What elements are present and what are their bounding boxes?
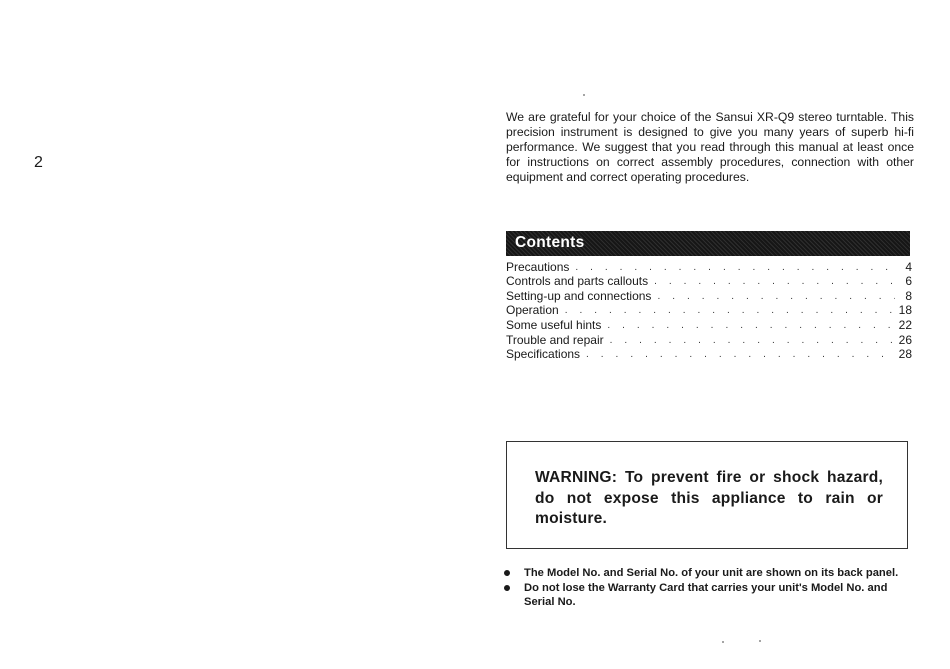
toc-entry [506, 332, 912, 347]
toc-entry-page: 22 [898, 317, 912, 332]
note-item [502, 581, 912, 610]
toc-entry-label: Controls and parts callouts [506, 274, 649, 289]
toc-entry [506, 259, 912, 274]
toc-entry [506, 274, 912, 289]
notes-list [502, 566, 912, 610]
toc-entry [506, 317, 912, 332]
toc-dot-leader [654, 276, 895, 288]
scan-speck [759, 640, 761, 642]
intro-paragraph: We are grateful for your choice of the Sansui XR-Q9 stereo turntable. This precision instrument is designed to give you many years of superb hi-fi performance. We suggest that you read through this manual at least once for instructions on correct assembly procedures, connection with other equipment and correct operating procedures. [506, 110, 914, 184]
toc-entry-label: Trouble and repair [506, 332, 604, 347]
toc-dot-leader [575, 262, 895, 274]
warning-box [506, 441, 908, 549]
scan-speck [722, 641, 724, 643]
toc-dot-leader [565, 305, 895, 317]
toc-entry-label: Precautions [506, 259, 570, 274]
toc-entry-page: 26 [898, 332, 912, 347]
note-text: Do not lose the Warranty Card that carries your unit's Model No. and Serial No. [524, 581, 888, 608]
warning-text: WARNING: To prevent fire or shock hazard, do not expose this appliance to rain or moisture. [535, 469, 883, 527]
toc-entry [506, 303, 912, 318]
toc-entry-label: Specifications [506, 347, 581, 362]
toc-entry-page: 6 [905, 274, 912, 289]
toc-dot-leader [610, 335, 895, 347]
toc-entry-label: Operation [506, 303, 559, 318]
toc-dot-leader [586, 349, 895, 361]
toc-entry-label: Some useful hints [506, 317, 602, 332]
note-text: The Model No. and Serial No. of your unit are shown on its back panel. [524, 567, 899, 579]
toc-dot-leader [607, 320, 895, 332]
page-number: 2 [34, 154, 43, 171]
bullet-icon [504, 585, 510, 591]
table-of-contents [506, 259, 912, 361]
scan-speck [583, 94, 585, 96]
toc-entry-page: 18 [898, 303, 912, 318]
contents-title: Contents [515, 234, 585, 251]
toc-entry [506, 347, 912, 362]
toc-entry-page: 28 [898, 347, 912, 362]
bullet-icon [504, 570, 510, 576]
toc-dot-leader [657, 291, 895, 303]
toc-entry-page: 8 [905, 288, 912, 303]
toc-entry [506, 288, 912, 303]
note-item [502, 566, 912, 581]
toc-entry-page: 4 [905, 259, 912, 274]
contents-header [506, 231, 910, 256]
toc-entry-label: Setting-up and connections [506, 288, 652, 303]
